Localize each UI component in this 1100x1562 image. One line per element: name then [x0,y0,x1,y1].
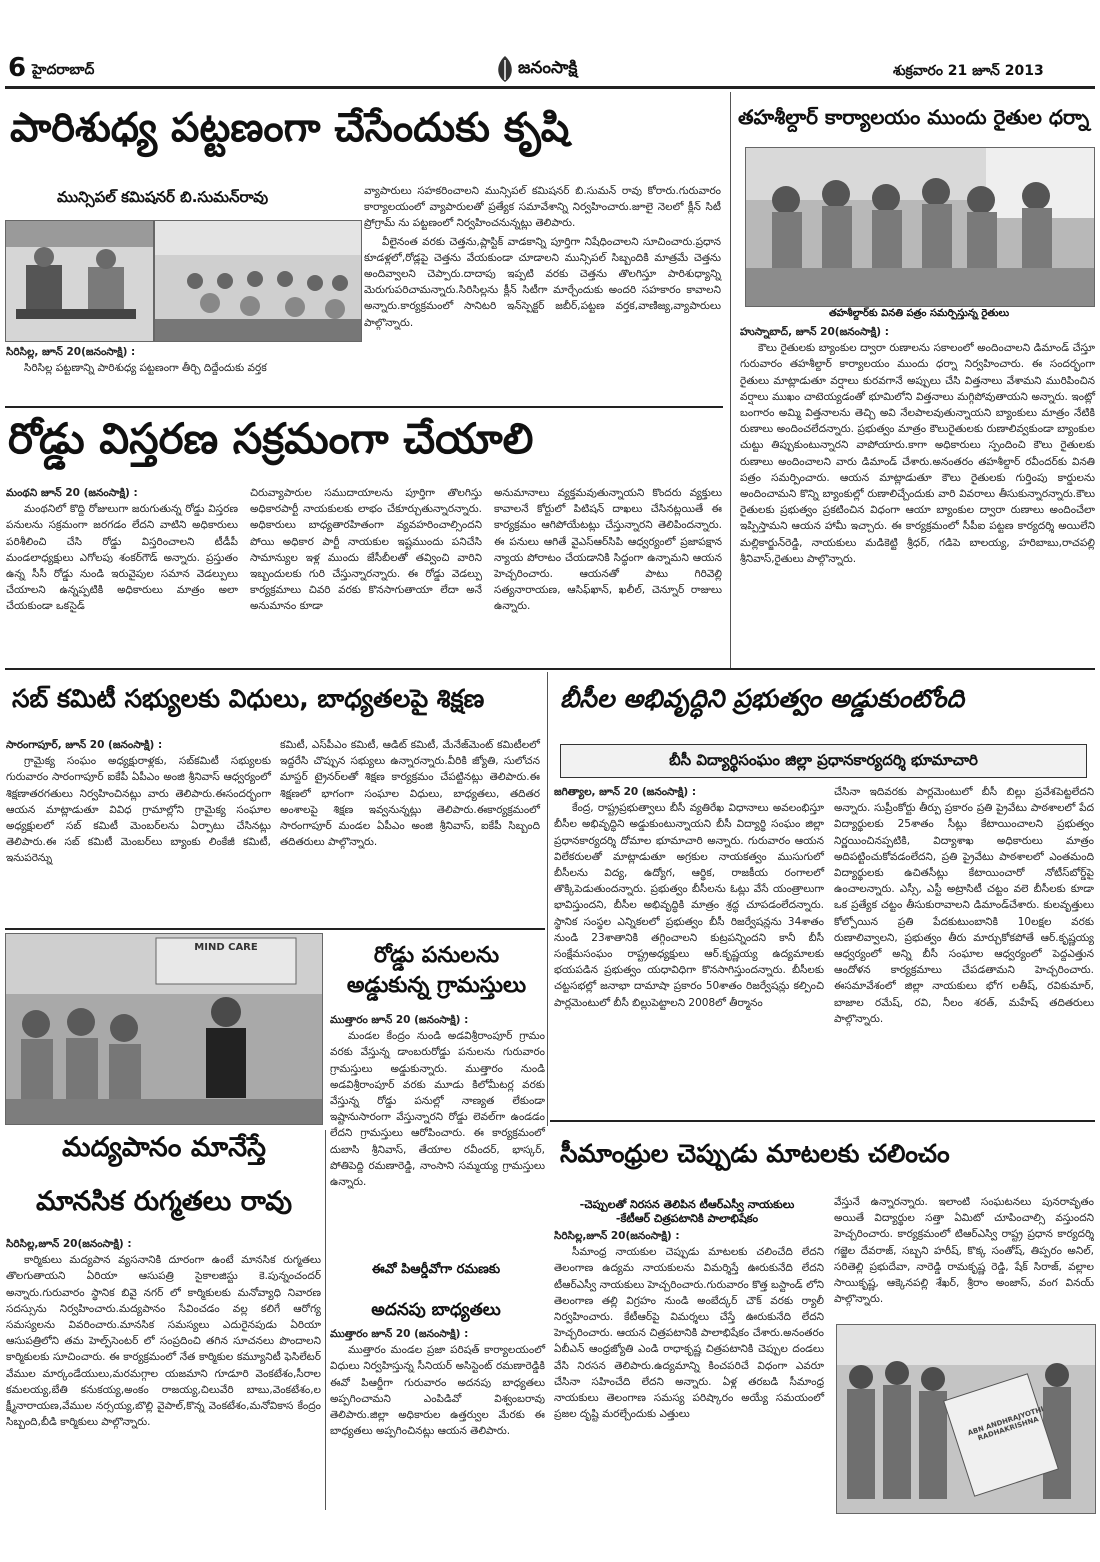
story5-col1-text: కేంద్ర, రాష్ట్రప్రభుత్వాలు బీసీ వ్యతిరేఖ విధానాలు అవలంభిస్తూ బీసీల అభివృద్ధిని అడ్డుకుంటున్నాయని బీసీ విద్యార్థి సంఘం జిల్లా ప్రధానకార్యదర్శి దోమాల భూమాచారి అన్నారు. గురువారం ఆయన విలేకరులతో మాట్లాడుతూ అగ్రకుల నాయకత్వం ముసుగులో బీసీలను విద్య, ఉద్యోగ, ఆర్థిక, రాజకీయ రంగాలలో తొక్కిపెడుతుందన్నారు. ప్రభుత్వం బీసీలను ఓట్లు వేసే యంత్రాలుగా భావిస్తుందని, బీసీల అభివృద్ధికి మాత్రం శ్రద్ధ చూపడంలేదన్నారు. స్థానిక సంస్థల ఎన్నికలలో ప్రభుత్వం బీసీ రిజర్వేషన్లను 34శాతం నుండి 23శాతానికి తగ్గించాలని కుట్రపన్నిందని కానీ బీసీ సంక్షేమసంఘం రాష్ట్రఅధ్యక్షులు ఆర్.కృష్ణయ్య ఉద్యమాలకు భయపడిన ప్రభుత్వం యధావిధిగా కొనసాగిస్తుందన్నారు. బీసీలకు చట్టసభల్లో జనాభా దామాషా ప్రకారం 50శాతం రిజర్వేషన్లు కల్పించి పార్లమెంటులో బీసీ బిల్లుపెట్టాలని 2008లో తీర్మానం [554,802,824,1009]
story6-minihead1: ఈవో పిఆర్డీవోగా రమణకు [371,1262,501,1277]
story1-para2: వ్యాపారులు సహకరించాలని మున్సిపల్ కమిషనర్ బి.సుమన్ రావు కోరారు.గురువారం కార్యాలయంలో వ్యాపారులతో ప్రత్యేక సమావేశాన్ని నిర్వహించారు.జూలై నెలలో క్లీన్ సిటీ ప్రోగ్రామ్ ను పట్టణంలో నిర్వహించనున్నట్లు తెలిపారు. [364,185,721,230]
story6-dateline: ముత్తారం జూన్ 20 (జనంసాక్షి) : [330,1014,469,1026]
story8-col1 [554,1228,824,1510]
story1-headline: పారిశుధ్య పట్టణంగా చేసేందుకు కృషి [10,105,570,151]
masthead-title: జనంసాక్షి [518,58,578,78]
story5-subhead-box [560,744,1087,778]
story4-col2-text: కమిటీ, ఎస్‌పీఎం కమిటీ, ఆడిట్ కమిటీ, మేనేజ్‌మెంట్ కమిటీలలో ఇద్దరేసి చొప్పున సభ్యులు ఉన్నారన్నారు.వీరికి జ్యోతి, సులోచన మాస్టర్ ట్రైనర్‌లతో శిక్షణ కార్యక్రమం చేపట్టినట్లు తెలిపారు.ఈ శిక్షణలో భాగంగా సంఘాల విధులు, బాధ్యతలు, తదితర అంశాలపై శిక్షణ ఇవ్వనున్నట్లు తెలిపారు.ఈకార్యక్రమంలో సారంగాపూర్ మండల ఏపీఎం అంజి శ్రీనివాస్, ఐకేపీ సిబ్బంది తదితరులు పాల్గొన్నారు. [280,739,540,849]
story8-dateline: సిరిసిల్ల,జూన్ 20(జనంసాక్షి) : [554,1230,680,1242]
story3-col3-text: అనుమానాలు వ్యక్తమవుతున్నాయని కొందరు వ్యక్తులు కావాలనే కోర్టులో పిటిషన్ దాఖలు చేసినట్లయితే ఈ కార్యక్రమం ఆగిపోయేటట్లు చేస్తున్నారని తెలిపిందన్నారు. ఈ పనులు ఆగితే వైఎస్‌ఆర్‌సిపి ఆధ్వర్యంలో ప్రజాపక్షాన న్యాయ పోరాటం చేయడానికి సిద్ధంగా ఉన్నామని ఆయన హెచ్చరించారు. ఆయనతో పాటు గిరివెల్లి సత్యనారాయణ, ఆసిఫ్‌ఖాన్, ఖలీల్, చెన్నూర్ రాజులు ఉన్నారు. [494,487,722,613]
story8-col2 [834,1194,1094,1314]
story5-col1 [554,784,824,1118]
story1-dateline: సిరిసిల్ల, జూన్ 20(జనంసాక్షి) : [6,346,136,358]
story5-headline: బీసీల అభివృద్ధిని ప్రభుత్వం అడ్డుకుంటోంది [560,684,965,713]
story2-photo [745,147,1095,307]
story3-col2 [250,485,482,665]
story8-photo-banner: ABN ANDHRAJYOTHI RADHAKRISHNA [966,1405,1045,1443]
lower-left-rule [5,928,545,930]
story7-photo [5,933,323,1125]
issue-date: శుక్రవారం 21 జూన్ 2013 [893,63,1044,79]
page-number: 6 [8,53,27,83]
story7-photo-banner: MIND CARE [194,942,258,953]
story8-subhead1: -చెప్పులతో నిరసన తెలిపిన టీఆర్‌ఎస్వీ నాయకులు [579,1198,795,1211]
story8-top-rule [550,1120,1095,1122]
story1-dateline-block [6,344,363,384]
story6-body2-text: ముత్తారం మండల ప్రజా పరిషత్ కార్యాలయంలో విధులు నిర్వహిస్తున్న సీనియర్ అసిస్టెంట్ రమణారెడ్డికి ఈవో పిఆర్డీగా గురువారం అదనపు బాధ్యతలు అప్పగించామని ఎంపిడివో విశ్వంబరావు తెలిపారు.జిల్లా అధికారుల ఉత్తర్వుల మేరకు ఈ బాధ్యతలు అప్పగించినట్లు ఆయన తెలిపారు. [330,1344,545,1438]
story3-headline: రోడ్డు విస్తరణ సక్రమంగా చేయాలి [8,414,534,463]
header-rule [5,86,1095,89]
story2-dateline: హుస్నాబాద్, జూన్ 20(జనంసాక్షి) : [740,326,889,338]
story7-dateline: సిరిసిల్ల,జూన్ 20(జనంసాక్షి) : [6,1238,132,1250]
story3-col2-text: చిరువ్యాపారుల సముదాయాలను పూర్తిగా తొలగిస్తు అధికారపార్టీ నాయకులకు లాభం చేకూర్చుతున్నారన్నారు. అధికారులు బాధ్యతారహితంగా వ్యవహరించాల్సిందని పోయి అధికార పార్టీ నాయకుల ఇష్టముందు పనిచేసి సామాన్యుల ఇళ్ల ముందు జేసీబీలతో తవ్వించి వారిని ఇబ్బందులకు గురి చేస్తున్నారన్నారు. ఈ రోడ్డు వెడల్పు కార్యక్రమాలు చివరి వరకు కొనసాగుతాయా లేదా అనే అనుమానం కూడా [250,487,482,613]
masthead-leaf-icon [492,54,518,84]
story2-caption: తహశీల్దార్‌కు వినతి పత్రం సమర్పిస్తున్న రైతులు [828,308,1010,319]
story7-body-text: కార్మికులు మద్యపాన వ్యసనానికి దూరంగా ఉంటే మానసిక రుగ్మతలు తొలగుతాయని ఏరియా ఆసుపత్రి సైకాలజిస్టు కె.పున్నంచందర్ అన్నారు.గురువారం స్థానిక బివై నగర్ లో కార్మికులకు మనోవ్యాధి నివారణ సదస్సును నిర్వహించారు.మద్యపానం సేవించడం వల్ల కలిగే ఆరోగ్య సమస్యలను వివరించారు.మానసిక సమస్యలు ఎదురైనపుడు ఏరియా ఆసుపత్రిలోని తమ హెల్ప్‌సెంటర్ లో సంప్రదించి తగిన సూచనలు పొందాలని కార్మికులకు సూచించారు. ఈ కార్యక్రమంలో నేత కార్మికుల కమ్యూనిటీ ఫెసిలేటర్ వేముల మార్కండేయులు,మరమగ్గాల యజమాని గూడూరి వెంకటేశం,సీరాల కమలయ్య,బేతి కనుకయ్య,అంకం రాజయ్య,చిలువేరి బాబు,వెంకటేశం,ల క్ష్మీనారాయణ,వేముల నర్సయ్య,బొల్లి వైపాల్,కొన్న వెంకటేశం,మనోవికాస కేంద్రం సిబ్బంది,బీడి కార్మికులు పాల్గొన్నారు. [6,1254,321,1429]
story3-col1 [6,485,238,665]
story5-dateline: జగిత్యాల, జూన్ 20 (జనంసాక్షి) : [554,786,697,798]
story6-body2 [330,1326,545,1506]
masthead-logo [492,52,608,86]
story6-body-text: మండల కేంద్రం నుండి అడవిశ్రీరాంపూర్ గ్రామం వరకు వేస్తున్న డాంబరురోడ్డు పనులను గురువారం గ్రామస్తులు అడ్డుకున్నారు. ముత్తారం నుండి అడవిశ్రీరాంపూర్ వరకు మూడు కిలోమీటర్ల వరకు వేస్తున్న రోడ్డు పనుల్లో నాణ్యత లేకుండా ఇష్టానుసారంగా వేస్తున్నారని రోడ్డు లెవల్‌గా ఉండడం లేదని గ్రామస్తులు ఆరోపించారు. ఈ కార్యక్రమంలో దుబాసి శ్రీనివాస్, తేయాల రవీందర్, భాస్కర్, పోతిపెద్ది రమణారెడ్డి, నాంసాని సమ్మయ్య గ్రామస్తులు ఉన్నారు. [330,1030,545,1189]
story1-photo-left [5,220,154,342]
story4-col1 [6,737,271,925]
story1-para3: వీలైనంత వరకు చెత్తను,ప్లాస్టిక్ వాడకాన్ని పూర్తిగా నిషేధించాలని సూచించారు.ప్రధాన కూడళ్లలో,రోడ్లపై చెత్తను వేయకుండా చూడాలని మున్సిపల్ సిబ్బందికి మాత్రమే చెత్తను అందివ్వాలని చెప్పారు.దాదాపు ఇప్పటి వరకు చెత్తను తొలగిస్తూ పారిశుధ్యాన్ని మెరుగుపరిచామన్నారు.సిరిసిల్లను క్లీన్ సిటీగా మార్చేందుకు అందరి సహకారం కావాలని అన్నారు.కార్యక్రమంలో సానిటరి ఇన్‌స్పెక్టర్ జబీర్,పట్టణ వర్తక,వాణిజ్య,వ్యాపారులు పాల్గొన్నారు. [364,235,721,329]
story8-col2-text: వేస్తునే ఉన్నారన్నారు. ఇలాంటి సంఘటనలు పునరావృతం అయితే విద్యార్థుల సత్తా ఏమిటో చూపించాల్సి వస్తుందని హెచ్చరించారు. కార్యక్రమంలో టిఆర్‌ఎస్వి రాష్ట్ర ప్రధాన కార్యదర్శి గజ్జెల దేవరాజ్, సబ్బని హరీష్, కొక్క సంతోష్, తిప్పరం అనిల్, సరితెల్లి ప్రభుదేవా, నారెడ్డి రామకృష్ణ రెడ్డి, షేక్ సిరాజ్, వల్లాల సాయికృష్ణ, ఆక్కెనపల్లి శేఖర్, శ్రీరాం అంజాస్, వంగ వినయ్ పాల్గొన్నారు. [834,1196,1094,1306]
story1-para1: సిరిసిల్ల పట్టణాన్ని పారిశుధ్య పట్టణంగా తీర్చి దిద్దేందుకు వర్తక [24,362,267,375]
story4-col2 [280,737,540,925]
story8-headline: సీమాంధ్రుల చెప్పుడు మాటలకు చలించం [560,1139,950,1168]
story2-headline: తహశీల్దార్ కార్యాలయం ముందు రైతుల ధర్నా [738,105,1090,129]
story7-body [6,1236,321,1506]
story5-col2-text: చేసినా ఇదివరకు పార్లమెంటులో బీసీ బిల్లు ప్రవేశపెట్టలేదని అన్నారు. సుప్రీంకోర్టు తీర్పు ప్రకారం ప్రతి ప్రైవేటు పాఠశాలలో పేద విద్యార్థులకు 25శాతం సీట్లు కేటాయించాలని ప్రభుత్వం నిర్ణయించినప్పటికి, విద్యాశాఖ అధికారులు మాత్రం అదిపట్టించుకోవడంలేదని, ప్రతి ప్రైవేటు పాఠశాలలో ఎంతమంది విద్యార్థులకు ఉచితసీట్లు కేటాయించారో నోటీస్‌బోర్డ్‌పై ఉంచాలన్నారు. ఎస్సీ, ఎస్టీ అట్రాసిటీ చట్టం వలె బీసీలకు కూడా ఒక ప్రత్యేక చట్టం తీసుకురావాలని డిమాండ్‌చేశారు. కులవృత్తులు కోల్పోయిన ప్రతి పేదకుటుంబానికి 10లక్షల వరకు రుణాలివ్వాలని, ప్రభుత్వం తీరు మార్చుకోకపోతే ఆర్.కృష్ణయ్య ఆధ్వర్యంలో అన్ని బీసీ సంఘాల ఆధ్వర్యంలో పెద్దఎత్తున ఆందోళన కార్యక్రమాలు చేపడతామని హెచ్చరించారు. ఈసమావేశంలో జిల్లా నాయకులు భోగ లతీష్, రవికుమార్, బాజాల రమేష్, రవి, నీలం శరత్, మహేష్ తదితరులు పాల్గొన్నారు. [834,786,1094,1025]
story2-body [740,324,1095,664]
story1-photo-right [154,220,362,342]
story4-divider [547,672,548,1126]
city-label: హైదరాబాద్ [32,62,95,78]
story5-col2 [834,784,1094,1118]
right-column-divider [730,92,731,670]
story6-divider [325,1130,326,1510]
story2-para1: కౌలు రైతులకు బ్యాంకుల ద్వారా రుణాలను సకాలంలో అందించాలని డిమాండ్ చేస్తూ గురువారం తహశీల్దార్ కార్యాలయం ముందు ధర్నా నిర్వహించారు. ఈ సందర్భంగా రైతులు మాట్లాడుతూ వర్షాలు కురవగానే అప్పులు చేసి విత్తనాలు వేశామని మురిపించిన వర్షాలు ముఖం చాటెయ్యడంతో భూమిలోని విత్తనాలు మగ్గిపోవుతాయని అన్నారు. ఇంట్లో బంగారం అమ్మి విత్తనాలను తెచ్చి అవి నేలపాలవుతున్నాయని బ్యాంకులు మాత్రం నేటికి రుణాలు అందించలేదన్నారు. ప్రభుత్వం మాత్రం కౌలురైతులకు రుణాలివ్వకుండా బ్యాంకుల చుట్టు తిప్పుకుంటున్నారని వాపోయారు.కాగా అధికారులు స్పందించి కౌలు రైతులకు రుణాలు అందించాలని వారు డిమాండ్ చేశారు.అనంతరం తహశీల్దార్ రవీందర్‌కు వినతి పత్రం సమర్పించారు. ఆయన మాట్లాడుతూ కౌలు రైతులకు గుర్తింపు కార్డులను అందించామని కొన్ని బ్యాంకుల్లో రుణాలిచ్చేందుకు వారి వివరాలు తీసుకున్నారన్నారు.కౌలు రైతులకు ప్రభుత్వం ప్రకటించిన విధంగా ఆయా బ్యాంకుల ద్వారా రుణాలు అందించేలా ఇప్పిస్తామని ఆయన హామీ ఇచ్చారు. ఈ కార్యక్రమంలో సీపీఐ పట్టణ కార్యదర్శి అయిలేని మల్లికార్జున్‌రెడ్డి, నాయకులు మడికెట్టి శ్రీధర్, గడిపె బాలయ్య, హరిబాబు,రాచపల్లి శ్రీనివాస్,రైతులు పాల్గొన్నారు. [740,342,1095,565]
story3-dateline: మంథని జూన్ 20 (జనంసాక్షి) : [6,487,138,499]
story5-subhead: బీసీ విద్యార్థిసంఘం జిల్లా ప్రధానకార్యదర్శి భూమాచారి [669,751,978,769]
story7-headline2: మానసిక రుగ్మతలు రావు [35,1186,293,1217]
story8-subhead2: -కేటీఆర్ చిత్రపటానికి పాలాభిషేకం [615,1212,759,1225]
mid-rule [5,668,1095,670]
story6-minihead2: అదనపు బాధ్యతలు [371,1300,501,1320]
story3-col3 [494,485,722,665]
story1-body-col2 [364,183,721,403]
story6-dateline2: ముత్తారం జూన్ 20 (జనంసాక్షి) : [330,1328,469,1340]
story3-col1-text: మంథనిలో కొద్ది రోజులుగా జరుగుతున్న రోడ్డు విస్తరణ పనులను సక్రమంగా జరగడం లేదని వాటిని అధికారులు పరిశీలించి చేసి రోడ్డు విస్తరించాలని టీడీపీ మండలాధ్యక్షులు ఎగోలపు శంకర్‌గౌడ్ అన్నారు. ప్రస్తుతం ఉన్న సీసీ రోడ్డు నుండి ఇరువైపుల సమాన వెడల్పులు చేయాలని ఉన్నప్పటికి అధికారులు మాత్రం అలా చేయకుండా ఒకసైడ్ [6,503,238,613]
story4-col1-text: గ్రామైక్య సంఘం అధ్యక్షురాళ్లకు, సబ్‌కమిటీ సభ్యులకు గురువారం సారంగాపూర్ ఐకేపీ ఏపీఎం అంజి శ్రీనివాస్ ఆధ్వర్యంలో శిక్షణాతరగతులు నిర్వహించినట్లు వారు తెలిపారు.ఈసందర్భంగా ఆయన మాట్లాడుతూ వివిధ గ్రామాల్లోని గ్రామైక్య సంఘాల అధ్యక్షులలో సబ్ కమిటీ మెంబర్‌లను ఏర్పాటు చేసినట్లు తెలిపారు.ఈ సబ్ కమిటీ మెంబర్‌లు బ్యాంకు లింకేజీ కమిటీ, ఇనుపరెన్ను [6,755,271,865]
story1-bottom-rule [5,406,723,408]
story6-headline: రోడ్డు పనులను అడ్డుకున్న గ్రామస్తులు [346,943,527,998]
story6-body [330,1012,545,1189]
story1-subhead: మున్సిపల్ కమిషనర్ బి.సుమన్‌రావు [57,188,269,206]
story4-headline: సబ్ కమిటీ సభ్యులకు విధులు, బాధ్యతలపై శిక్షణ [12,684,485,713]
story7-headline1: మద్యపానం మానేస్తే [62,1132,266,1163]
story4-dateline: సారంగాపూర్, జూన్ 20 (జనంసాక్షి) : [6,739,163,751]
story8-col1-text: సీమాంధ్ర నాయకుల చెప్పుడు మాటలకు చలించేది లేదని తెలంగాణ ఉద్యమ నాయకులను విమర్శిస్తే ఊరుకునేది లేదని టీఆర్‌ఎస్వీ నాయకులు హెచ్చరించారు.గురువారం కొత్త బస్టాండ్ లోని తెలంగాణ తల్లి విగ్రహం నుండి అంబేద్కర్ చౌక్ వరకు ర్యాలీ నిర్వహించారు. కేటీఆర్‌పై విమర్శలు చేస్తే ఊరుకునేది లేదని హెచ్చరించారు. ఆయన చిత్రపటానికి పాలాభిషేకం చేశారు.అనంతరం ఏబీఎన్ ఆంధ్రజ్యోతి ఎండి రాధాకృష్ణ చిత్రపటానికి చెప్పుల దండలు వేసి నిరసన తెలిపారు.ఉద్యమాన్ని కించపరిచే విధంగా ఎవరూ చేసినా సహించేది లేదని అన్నారు. ఏళ్ల తరబడి సీమాంధ్ర నాయకులు తెలంగాణ సమస్య పరిష్కారం అయ్యే సమయంలో ప్రజల దృష్టి మరల్చేందుకు ఎత్తులు [554,1246,824,1421]
story8-photo [836,1324,1096,1514]
